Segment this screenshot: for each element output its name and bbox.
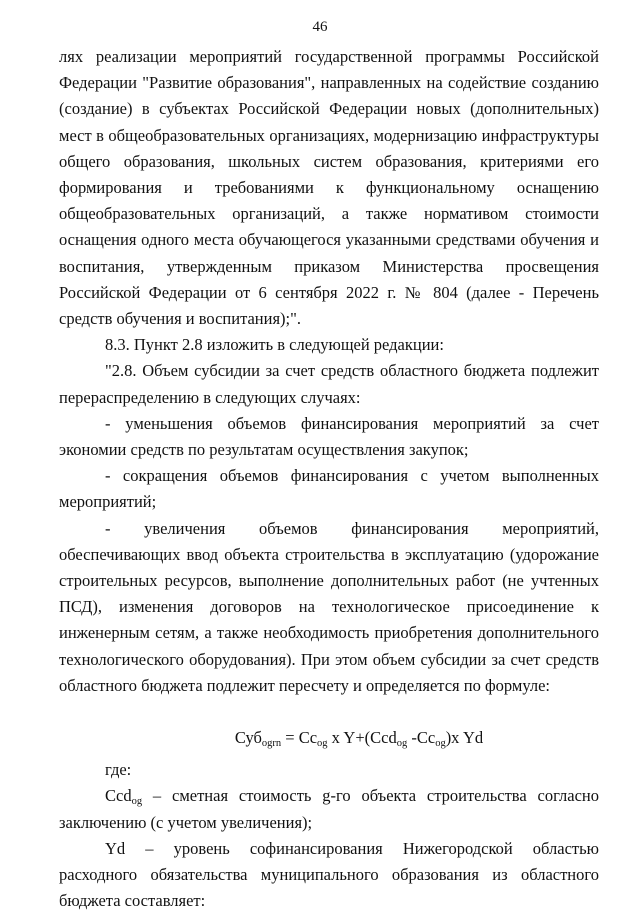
definition-ccd: Ccd$_{og}$ – сметная стоимость g-го объекта строительства согласно заключению (с учетом увеличения); <box>59 786 599 832</box>
subsidy-formula: $Суб_{ogrn} = Cc_{og}$ x Y+(Ccd$_{og}$ $-Cc_{og})x$ Yd <box>234 728 484 750</box>
list-item-reduction: - уменьшения объемов финансирования мероприятий за счет экономии средств по результатам осуществления закупок; <box>59 413 599 460</box>
document-body <box>59 44 599 915</box>
list-item-cut: - сокращения объемов финансирования с учетом выполненных мероприятий; <box>59 466 599 512</box>
paragraph-clause-2-8: "2.8. Объем субсидии за счет средств областного бюджета подлежит перераспределению в следующих случаях: <box>59 361 599 407</box>
paragraph-item-8-3: 8.3. Пункт 2.8 изложить в следующей редакции: <box>105 335 444 355</box>
paragraph-continuation: лях реализации мероприятий государственной программы Российской Федерации "Развитие образования", направленных на содействие созданию (создание) в субъектах Российской Федерации новых (дополнительных) мест в общеобразовательных организациях, модернизацию инфраструктуры общего образования, школьных систем образования, критериями его формирования и требованиями к функциональному оснащению общеобразовательных организаций, а также нормативом стоимости оснащения одного места обучающегося указанными средствами обучения и воспитания, утвержденным приказом Министерства просвещения Российской Федерации от 6 сентября 2022 г. № 804 (далее - Перечень средств обучения и воспитания);". <box>59 47 599 329</box>
where-label: где: <box>105 760 132 780</box>
page-number: 46 <box>312 19 328 35</box>
list-item-increase: - увеличения объемов финансирования мероприятий, обеспечивающих ввод объекта строительства в эксплуатацию (удорожание строительных ресурсов, выполнение дополнительных работ (не учтенных ПСД), изменения договоров на технологическое присоединение к инженерным сетям, а также необходимость приобретения дополнительного технологического оборудования). При этом объем субсидии за счет средств областного бюджета подлежит пересчету и определяется по формуле: <box>59 518 599 695</box>
definition-yd: Yd – уровень софинансирования Нижегородской областью расходного обязательства муниципального образования из областного бюджета составляет: <box>59 838 599 911</box>
